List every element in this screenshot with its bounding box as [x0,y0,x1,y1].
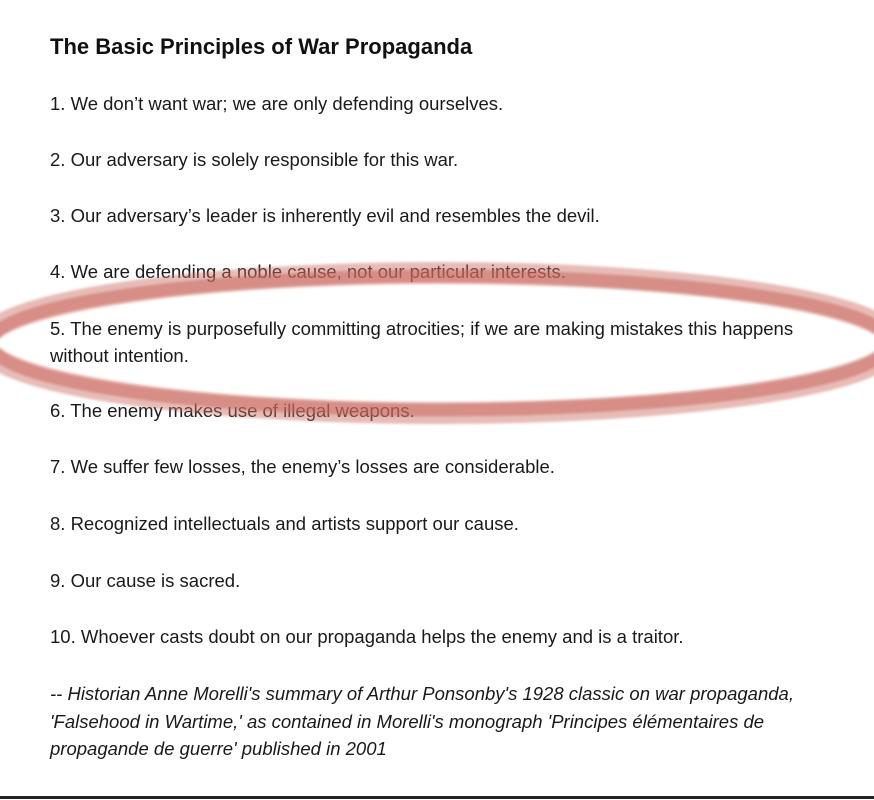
principle-item: 8. Recognized intellectuals and artists support our cause. [50,513,519,534]
principle-item: 2. Our adversary is solely responsible for this war. [50,149,459,170]
principle-item-highlighted: 5. The enemy is purposefully committing atrocities; if we are making mistakes this happens without intention. [50,318,794,366]
principle-item: 3. Our adversary’s leader is inherently evil and resembles the devil. [50,205,600,226]
bottom-divider [0,796,874,799]
attribution-quote: -- Historian Anne Morelli's summary of Arthur Ponsonby's 1928 classic on war propaganda, 'Falsehood in Wartime,' as contained in Morelli's monograph 'Principes élémentaires de propagande de guerre' published in 2001 [50,683,794,759]
principle-item: 4. We are defending a noble cause, not our particular interests. [50,261,566,282]
principle-item: 9. Our cause is sacred. [50,570,241,591]
principle-item: 10. Whoever casts doubt on our propaganda helps the enemy and is a traitor. [50,626,684,647]
page-title: The Basic Principles of War Propaganda [50,34,473,59]
principle-item: 6. The enemy makes use of illegal weapons. [50,400,415,421]
principle-item: 1. We don’t want war; we are only defending ourselves. [50,93,504,114]
principle-item: 7. We suffer few losses, the enemy’s losses are considerable. [50,456,555,477]
